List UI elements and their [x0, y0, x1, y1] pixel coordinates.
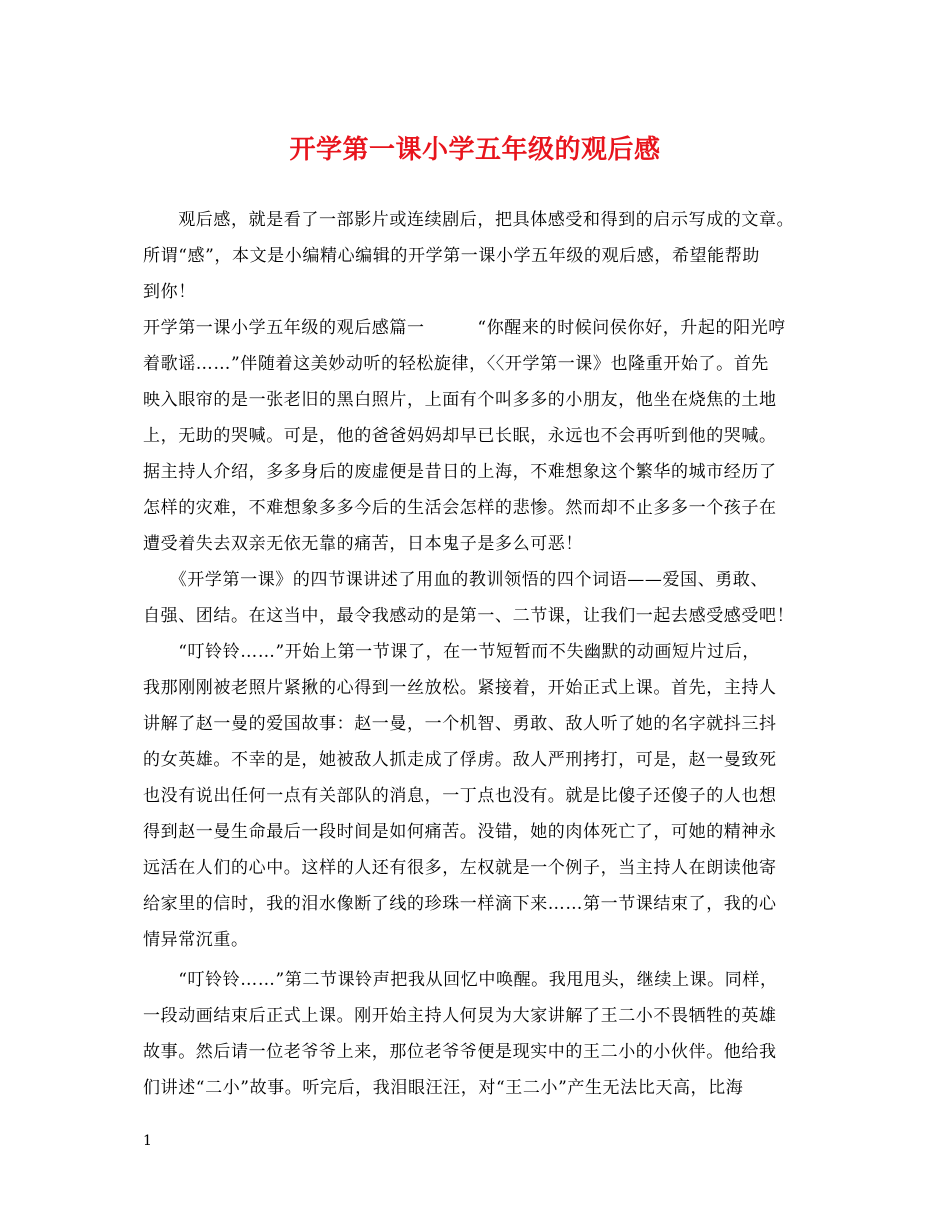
text-line: 到你！ — [143, 282, 196, 302]
text-line: 我那刚刚被老照片紧揪的心得到一丝放松。紧接着，开始正式上课。首先，主持人 — [143, 678, 777, 698]
text-line: 怎样的灾难，不难想象多多今后的生活会怎样的悲惨。然而却不止多多一个孩子在 — [143, 498, 777, 518]
text-line: 据主持人介绍，多多身后的废虚便是昔日的上海，不难想象这个繁华的城市经历了 — [143, 462, 777, 482]
text-line: 遭受着失去双亲无依无靠的痛苦，日本鬼子是多么可恶！ — [143, 534, 583, 554]
text-line: “叮铃铃……”开始上第一节课了，在一节短暂而不失幽默的动画短片过后， — [143, 642, 760, 662]
text-line: 得到赵一曼生命最后一段时间是如何痛苦。没错，她的肉体死亡了，可她的精神永 — [143, 822, 777, 842]
text-line: 故事。然后请一位老爷爷上来，那位老爷爷便是现实中的王二小的小伙伴。他给我 — [143, 1042, 777, 1062]
text-line: 一段动画结束后正式上课。刚开始主持人何炅为大家讲解了王二小不畏牺牲的英雄 — [143, 1006, 777, 1026]
text-line: 着歌谣……”伴随着这美妙动听的轻松旋律，〈〈开学第一课》也隆重开始了。首先 — [143, 354, 769, 374]
text-line: 上，无助的哭喊。可是，他的爸爸妈妈却早已长眠，永远也不会再听到他的哭喊。 — [143, 426, 777, 446]
text-line: 所谓“感”，本文是小编精心编辑的开学第一课小学五年级的观后感，希望能帮助 — [143, 246, 760, 266]
text-line: 远活在人们的心中。这样的人还有很多，左权就是一个例子，当主持人在朗读他寄 — [143, 858, 777, 878]
article-body — [143, 202, 823, 1106]
text-line: 开学第一课小学五年级的观后感篇一 “你醒来的时候问侯你好，升起的阳光哼 — [143, 318, 786, 338]
text-line: 给家里的信时，我的泪水像断了线的珍珠一样滴下来……第一节课结束了，我的心 — [143, 894, 777, 914]
text-line: 讲解了赵一曼的爱国故事：赵一曼，一个机智、勇敢、敌人听了她的名字就抖三抖 — [143, 714, 777, 734]
page-title: 开学第一课小学五年级的观后感 — [289, 135, 661, 165]
text-line: 的女英雄。不幸的是，她被敌人抓走成了俘虏。敌人严刑拷打，可是，赵一曼致死 — [143, 750, 777, 770]
text-line: 们讲述“二小”故事。听完后，我泪眼汪汪，对“王二小”产生无法比天高，比海 — [143, 1078, 744, 1098]
page-number: 1 — [143, 1133, 152, 1149]
text-line: 情异常沉重。 — [143, 930, 249, 950]
text-line: 《开学第一课》的四节课讲述了用血的教训领悟的四个词语——爱国、勇敢、 — [143, 570, 769, 590]
text-line: 也没有说出任何一点有关部队的消息，一丁点也没有。就是比傻子还傻子的人也想 — [143, 786, 777, 806]
text-line: 映入眼帘的是一张老旧的黑白照片，上面有个叫多多的小朋友，他坐在烧焦的土地 — [143, 390, 777, 410]
text-line: 自强、团结。在这当中，最令我感动的是第一、二节课，让我们一起去感受感受吧！ — [143, 606, 795, 626]
text-line: “叮铃铃……”第二节课铃声把我从回忆中唤醒。我甩甩头，继续上课。同样， — [143, 970, 778, 990]
text-line: 观后感，就是看了一部影片或连续剧后，把具体感受和得到的启示写成的文章。 — [143, 210, 795, 230]
